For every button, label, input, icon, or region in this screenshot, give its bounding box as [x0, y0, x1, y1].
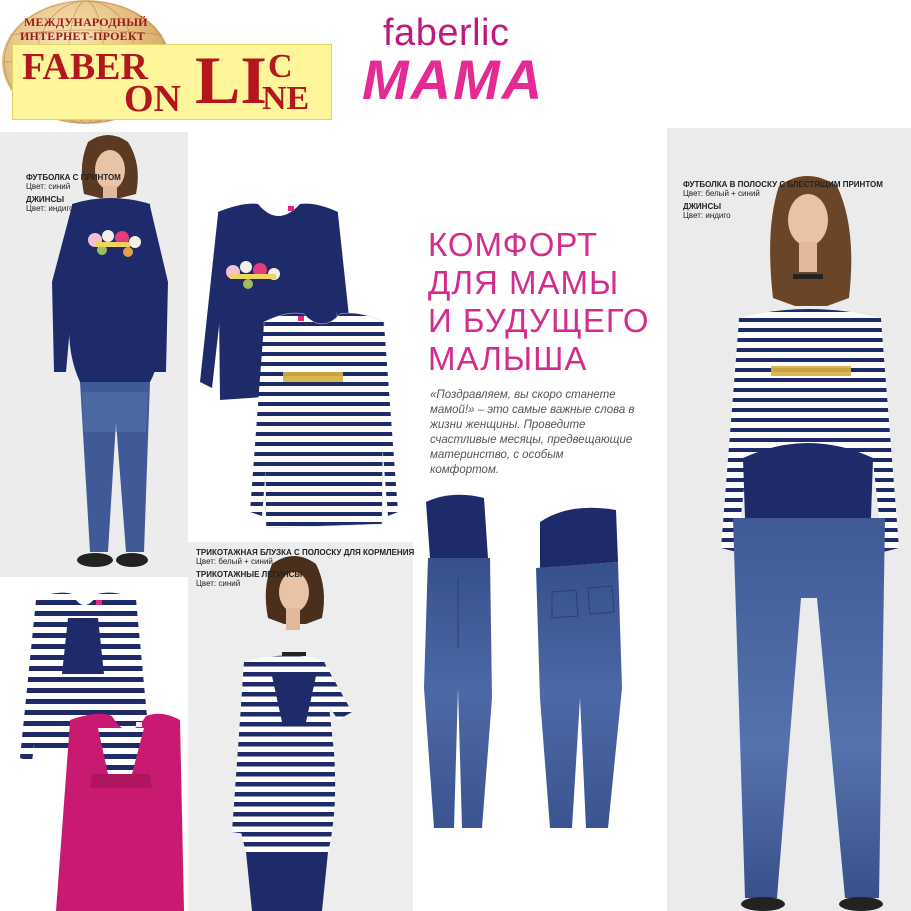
caption-item-title: ТРИКОТАЖНАЯ БЛУЗКА С ПОЛОСКУ ДЛЯ КОРМЛЕНИЯ	[196, 548, 415, 557]
caption-item-color: Цвет: индиго	[683, 211, 731, 220]
intro-paragraph: «Поздравляем, вы скоро станете мамой!» – это самые важные слова в жизни женщины. Проведите счастливые месяцы, предвещающие материнство, с особым комфортом.	[430, 389, 635, 476]
caption-item-color: Цвет: синий	[196, 579, 241, 588]
photo-product-maternity-jeans	[412, 488, 662, 848]
photo-product-nursing-tops	[0, 578, 188, 911]
caption-item-color: Цвет: синий	[26, 182, 71, 191]
caption-item-color: Цвет: белый + синий	[683, 189, 760, 198]
caption-striped-tee	[683, 180, 883, 220]
headline-line: МАЛЫША	[428, 340, 588, 377]
caption-item-color: Цвет: белый + синий	[196, 557, 273, 566]
logo-word-on: ON	[124, 78, 181, 120]
caption-item-title: ТРИКОТАЖНЫЕ ЛЕГИНСЫ	[196, 570, 303, 579]
caption-item-title: ДЖИНСЫ	[26, 195, 65, 204]
logo-word-li: LI	[195, 42, 267, 118]
caption-item-title: ФУТБОЛКА С ПРИНТОМ	[26, 173, 121, 182]
faberonline-logo[interactable]	[0, 0, 330, 125]
caption-item-title: ДЖИНСЫ	[683, 202, 722, 211]
page-headline	[428, 226, 668, 378]
headline-line: ДЛЯ МАМЫ	[428, 264, 620, 301]
caption-print-tee	[26, 173, 121, 213]
brand-name: faberlic	[383, 12, 510, 54]
photo-product-tees	[188, 132, 398, 542]
photo-model-nursing-blouse	[188, 542, 413, 911]
logo-word-ne: NE	[262, 80, 310, 117]
logo-word-faber: FABER	[22, 46, 148, 88]
photo-model-striped-tee	[667, 128, 911, 911]
headline-line: И БУДУЩЕГО	[428, 302, 650, 339]
logo-word-c: C	[268, 48, 293, 85]
caption-item-color: Цвет: индиго	[26, 204, 74, 213]
logo-subtitle-line1: МЕЖДУНАРОДНЫЙ	[24, 15, 148, 29]
brand-line-mama: MAMA	[362, 48, 545, 111]
caption-nursing-blouse	[196, 548, 414, 588]
headline-line: КОМФОРТ	[428, 226, 599, 263]
caption-item-title: ФУТБОЛКА В ПОЛОСКУ С БЛЕСТЯЩИМ ПРИНТОМ	[683, 180, 883, 189]
logo-subtitle-line2: ИНТЕРНЕТ-ПРОЕКТ	[20, 29, 145, 43]
